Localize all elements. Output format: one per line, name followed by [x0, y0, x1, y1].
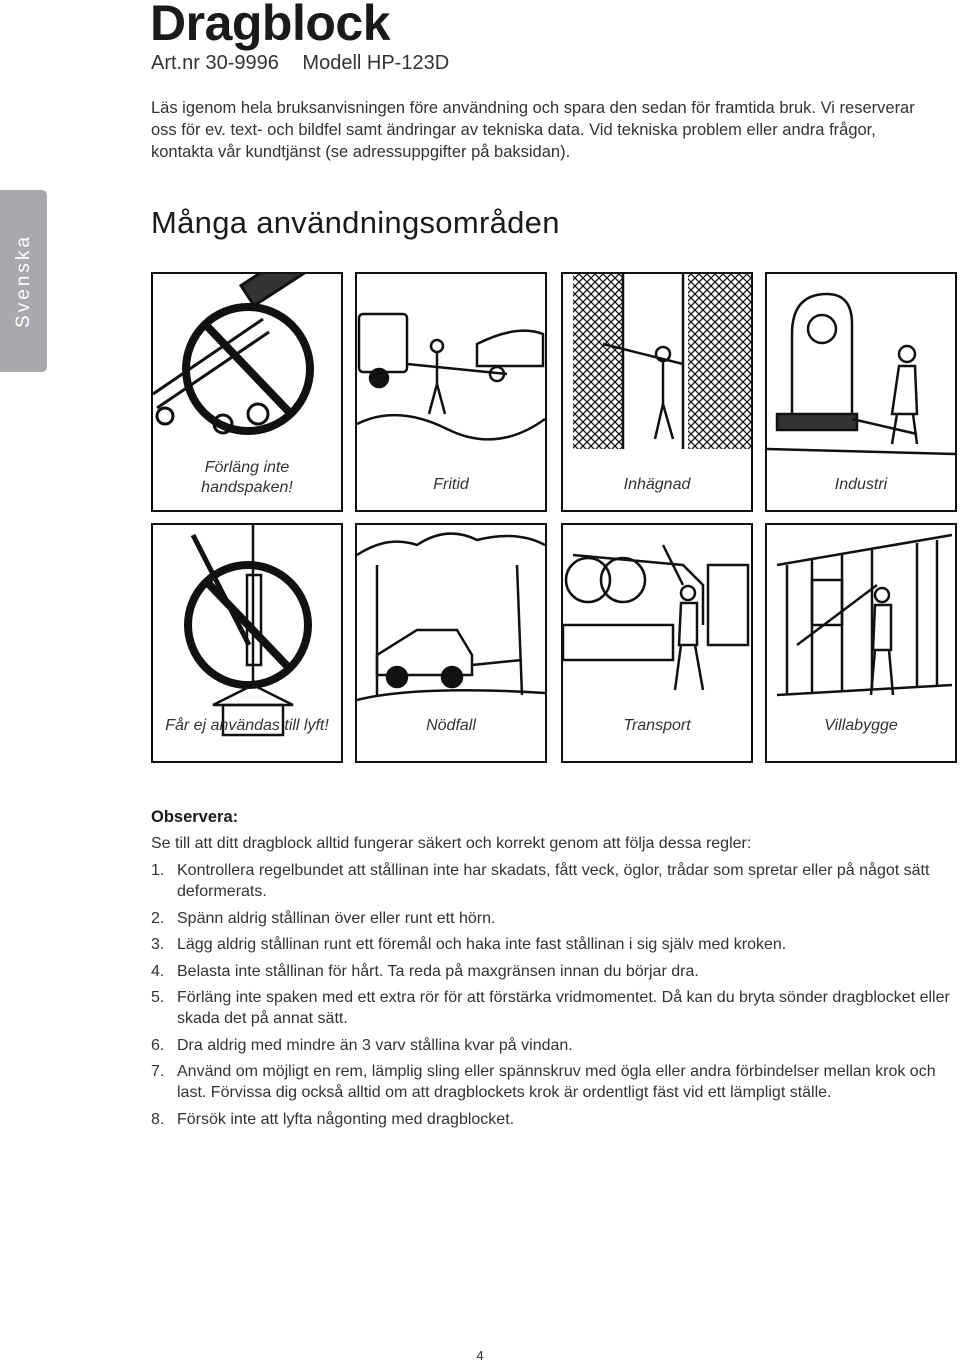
- panel-inhagnad: [561, 272, 753, 512]
- panel-caption: Förläng inte: [204, 459, 290, 476]
- list-item: 3. Lägg aldrig stållinan runt ett föremål och haka inte fast stållinan i sig själv med kroken.: [151, 936, 787, 953]
- panel-caption: Fritid: [433, 476, 469, 493]
- list-item: 1. Kontrollera regelbundet att stållinan inte har skadats, fått veck, öglor, trådar som spretar eller på något sätt deformerats.: [151, 862, 930, 900]
- list-item: 8. Försök inte att lyfta någonting med dragblocket.: [151, 1110, 515, 1128]
- panel-caption: Inhägnad: [623, 476, 691, 493]
- model-number: Modell HP-123D: [302, 52, 450, 74]
- list-item: 2. Spänn aldrig stållinan över eller runt ett hörn.: [151, 909, 496, 927]
- panel-caption: handspaken!: [201, 479, 293, 496]
- list-item: 5. Förläng inte spaken med ett extra rör för att förstärka vridmomentet. Då kan du bryta sönder dragblocket eller skada det på annat sätt.: [151, 989, 950, 1027]
- panel-nodfall: [355, 523, 547, 763]
- language-tab: [0, 190, 47, 372]
- panel-caption: Får ej användas till lyft!: [165, 717, 329, 734]
- panel-industri: [765, 272, 957, 512]
- panel-no-extension: [151, 272, 343, 512]
- panel-caption: Nödfall: [426, 717, 476, 734]
- list-item: 6. Dra aldrig med mindre än 3 varv stållina kvar på vindan.: [151, 1036, 573, 1054]
- list-item: 4. Belasta inte stållinan för hårt. Ta reda på maxgränsen innan du börjar dra.: [151, 962, 699, 980]
- panel-caption: Villabygge: [824, 717, 898, 734]
- panel-caption: Transport: [623, 717, 691, 734]
- list-item: 7. Använd om möjligt en rem, lämplig sling eller spännskruv med ögla eller andra förbindelser mellan krok och last. Förvissa dig också alltid om att dragblockets krok är ordentligt fäst vid ett lämpligt ställe.: [151, 1063, 936, 1101]
- page-title: Dragblock: [150, 0, 391, 51]
- article-number: Art.nr 30-9996: [151, 52, 279, 74]
- observe-heading: Observera:: [151, 808, 239, 826]
- intro-paragraph: Läs igenom hela bruksanvisningen före användning och spara den sedan för framtida bruk. Vi reserverar oss för ev. text- och bildfel samt ändringar av tekniska data. Vid tekniska problem eller andra frågor, kontakta vår kundtjänst (se adressuppgifter på baksidan).: [151, 99, 915, 161]
- product-info: [151, 52, 467, 75]
- rules-list: [151, 860, 951, 1135]
- observe-intro: Se till att ditt dragblock alltid fungerar säkert och korrekt genom att följa dessa regler:: [151, 835, 752, 852]
- section-heading: Många användningsområden: [151, 205, 560, 240]
- page-number: 4: [476, 1348, 484, 1363]
- panel-fritid: [355, 272, 547, 512]
- language-tab-label: Svenska: [12, 234, 34, 328]
- panel-caption: Industri: [834, 476, 888, 493]
- panel-villabygge: [765, 523, 957, 763]
- panel-transport: [561, 523, 753, 763]
- panel-no-lift: [151, 523, 343, 763]
